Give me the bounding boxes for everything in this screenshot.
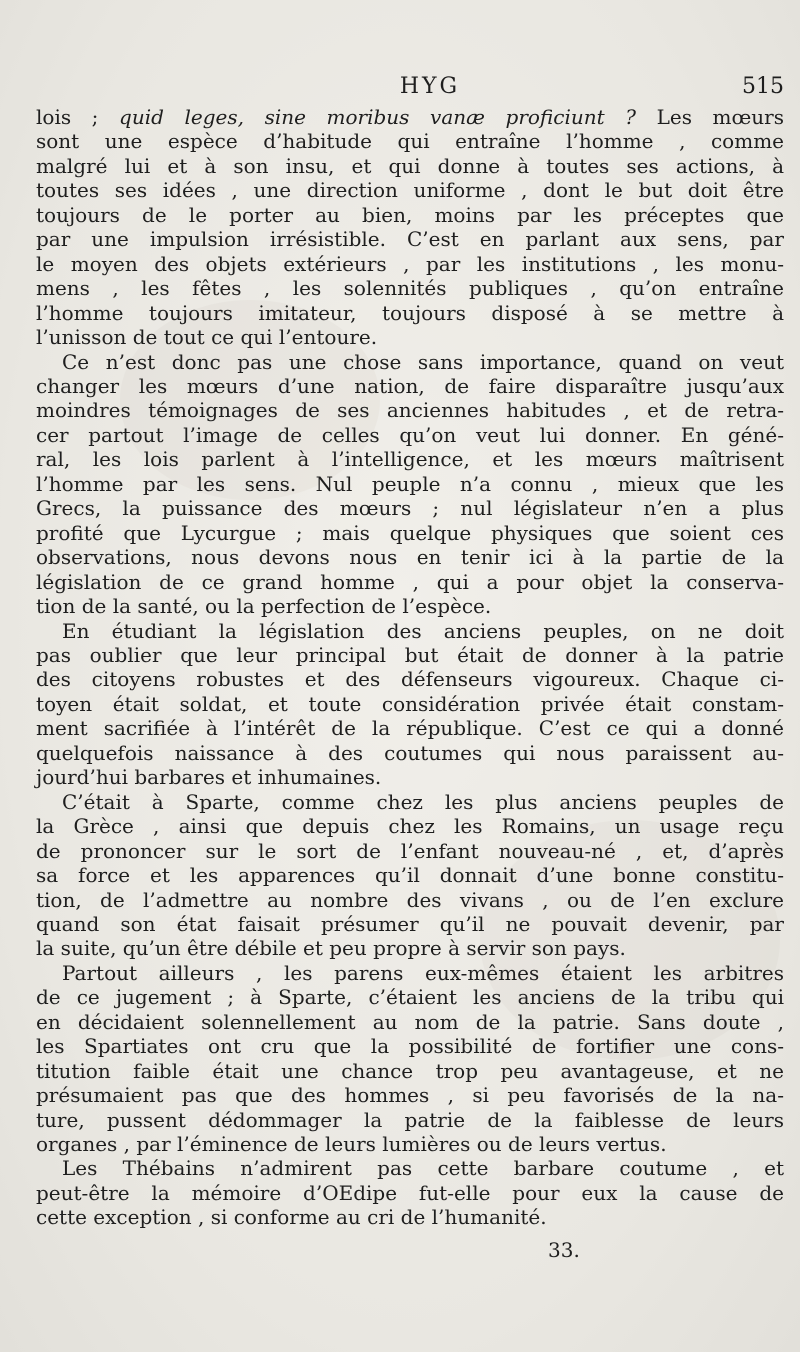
text-line: l’unisson de tout ce qui l’entoure. <box>36 325 378 350</box>
signature-mark: 33. <box>548 1238 580 1262</box>
paragraph <box>36 1156 784 1229</box>
text-line: en décidaient solennellement au nom de la patrie. Sans doute , <box>36 1009 784 1034</box>
text-line: peut-être la mémoire d’OEdipe fut-elle pour eux la cause de <box>36 1180 784 1205</box>
running-title: HYG <box>399 74 461 99</box>
text-line: le moyen des objets extérieurs , par les institutions , les monu- <box>36 251 784 276</box>
text-line: toyen était soldat, et toute considération privée était constam- <box>36 691 784 716</box>
text-line: sa force et les apparences qu’il donnait d’une bonne constitu- <box>36 863 784 888</box>
page-header <box>36 74 784 104</box>
text-line: Ce n’est donc pas une chose sans importance, quand on veut <box>62 349 784 374</box>
paragraph <box>36 350 784 619</box>
text-line: toutes ses idées , une direction uniforme , dont le but doit être <box>36 178 784 203</box>
text-line: par une impulsion irrésistible. C’est en parlant aux sens, par <box>36 227 784 252</box>
text-line: sont une espèce d’habitude qui entraîne l’homme , comme <box>36 129 784 154</box>
text-line: changer les mœurs d’une nation, de faire disparaître jusqu’aux <box>36 373 784 398</box>
body-text <box>36 105 784 1230</box>
text-line: tion, de l’admettre au nombre des vivans , ou de l’en exclure <box>36 887 784 912</box>
text-line: malgré lui et à son insu, et qui donne à toutes ses actions, à <box>36 153 784 178</box>
paragraph <box>36 619 784 790</box>
text-line: ment sacrifiée à l’intérêt de la république. C’est ce qui a donné <box>36 716 784 741</box>
paragraph <box>36 790 784 961</box>
text-line: la Grèce , ainsi que depuis chez les Romains, un usage reçu <box>36 814 784 839</box>
text-line: Grecs, la puissance des mœurs ; nul législateur n’en a plus <box>36 496 784 521</box>
text-line: l’homme par les sens. Nul peuple n’a connu , mieux que les <box>36 471 784 496</box>
text-line: lois ; quid leges, sine moribus vanæ proficiunt ? Les mœurs <box>36 105 784 129</box>
text-line: organes , par l’éminence de leurs lumières ou de leurs vertus. <box>36 1132 667 1157</box>
text-line: de prononcer sur le sort de l’enfant nouveau-né , et, d’après <box>36 838 784 863</box>
text-line: présumaient pas que des hommes , si peu favorisés de la na- <box>36 1083 784 1108</box>
text-line: législation de ce grand homme , qui a pour objet la conserva- <box>36 569 784 594</box>
text-line: les Spartiates ont cru que la possibilité de fortifier une cons- <box>36 1034 784 1059</box>
text-line: ral, les lois parlent à l’intelligence, et les mœurs maîtrisent <box>36 447 784 472</box>
text-line: ture, pussent dédommager la patrie de la faiblesse de leurs <box>36 1107 784 1132</box>
text-line: observations, nous devons nous en tenir ici à la partie de la <box>36 545 784 570</box>
text-line: quand son état faisait présumer qu’il ne pouvait devenir, par <box>36 911 784 936</box>
text-line: C’était à Sparte, comme chez les plus anciens peuples de <box>62 789 784 814</box>
text-line: Partout ailleurs , les parens eux-mêmes étaient les arbitres <box>62 960 784 985</box>
text-line: quelquefois naissance à des coutumes qui nous paraissent au- <box>36 740 784 765</box>
text-line: profité que Lycurgue ; mais quelque physiques que soient ces <box>36 520 784 545</box>
text-line: l’homme toujours imitateur, toujours disposé à se mettre à <box>36 300 784 325</box>
text-line: moindres témoignages de ses anciennes habitudes , et de retra- <box>36 398 784 423</box>
page-number: 515 <box>742 74 784 99</box>
text-line: pas oublier que leur principal but était de donner à la patrie <box>36 642 784 667</box>
paragraph <box>36 105 784 350</box>
text-line: En étudiant la législation des anciens peuples, on ne doit <box>62 618 784 643</box>
text-line: jourd’hui barbares et inhumaines. <box>36 765 382 790</box>
text-line: cette exception , si conforme au cri de l’humanité. <box>36 1205 547 1230</box>
text-line: cer partout l’image de celles qu’on veut lui donner. En géné- <box>36 422 784 447</box>
paragraph <box>36 961 784 1157</box>
text-line: Les Thébains n’admirent pas cette barbare coutume , et <box>62 1156 784 1181</box>
text-line: des citoyens robustes et des défenseurs vigoureux. Chaque ci- <box>36 667 784 692</box>
text-line: la suite, qu’un être débile et peu propre à servir son pays. <box>36 936 626 961</box>
text-line: de ce jugement ; à Sparte, c’étaient les anciens de la tribu qui <box>36 985 784 1010</box>
text-line: mens , les fêtes , les solennités publiques , qu’on entraîne <box>36 276 784 301</box>
text-line: titution faible était une chance trop peu avantageuse, et ne <box>36 1058 784 1083</box>
text-line: toujours de le porter au bien, moins par les préceptes que <box>36 202 784 227</box>
text-line: tion de la santé, ou la perfection de l’espèce. <box>36 594 492 619</box>
